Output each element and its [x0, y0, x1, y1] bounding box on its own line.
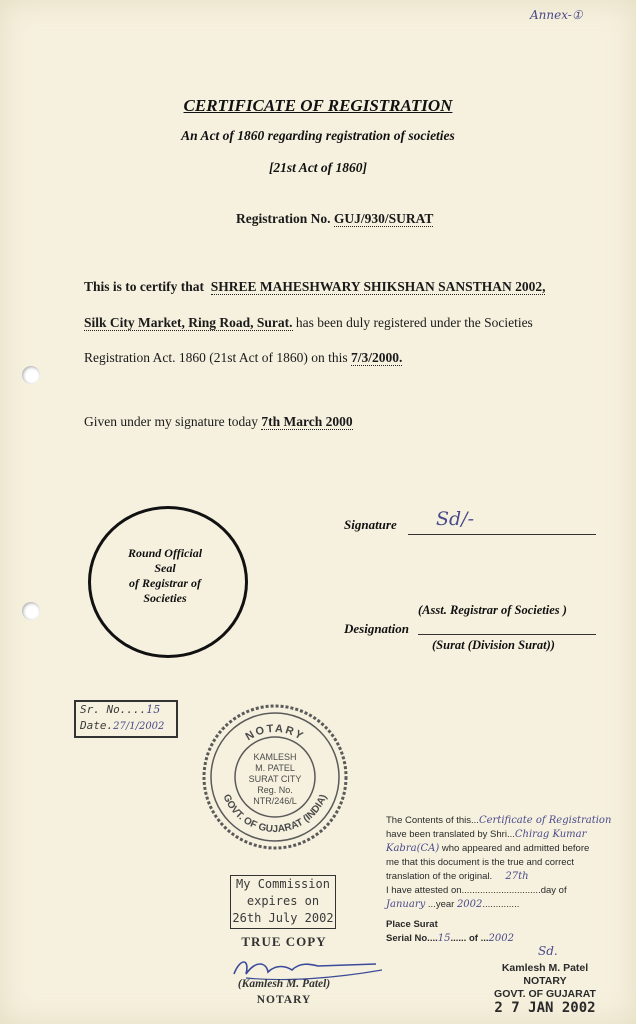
translation-sd: Sd. — [538, 944, 558, 958]
body-line-3 — [84, 350, 402, 366]
translation-l6-prefix: I have attested on — [386, 885, 462, 896]
signature-line — [408, 534, 596, 535]
registration-number: GUJ/930/SURAT — [333, 211, 434, 226]
given-line — [84, 414, 353, 430]
certify-prefix: This is to certify that — [84, 279, 204, 294]
seal-text — [100, 546, 230, 606]
serial-value: 15 — [437, 933, 451, 944]
seal-line-2: Seal — [154, 561, 176, 575]
attest-month: January — [386, 899, 426, 910]
registration-line — [236, 211, 433, 227]
serial-date-stamp — [74, 700, 178, 738]
notary-stamp-l3: SURAT CITY — [248, 774, 302, 784]
translation-place: Place Surat — [386, 919, 438, 930]
page-title: CERTIFICATE OF REGISTRATION — [183, 96, 453, 115]
translation-l2-prefix: have been translated by Shri — [386, 829, 507, 840]
translation-notary-govt: GOVT. OF GUJARAT — [494, 988, 596, 1000]
commission-line-3: 26th July 2002 — [232, 911, 334, 925]
signature-value: Sd/- — [436, 508, 474, 530]
seal-line-1: Round Official — [127, 546, 203, 560]
translation-l3-suffix: who appeared and admitted before — [441, 843, 590, 854]
signature-label: Signature — [344, 517, 397, 532]
date-value: 27/1/2002 — [113, 721, 165, 732]
notary-stamp-l2: M. PATEL — [255, 763, 295, 773]
true-copy-role: NOTARY — [256, 994, 312, 1006]
notary-stamp-ring: GOVT. OF GUJARAT (INDIA) — [220, 792, 330, 836]
punch-hole-bottom — [22, 602, 40, 620]
translation-l1-prefix: The Contents of this — [386, 815, 472, 826]
serial-of: of — [468, 933, 478, 944]
date-label: Date. — [80, 719, 114, 732]
body-end-text: Registration Act. 1860 (21st Act of 1860) on this — [84, 350, 348, 365]
notary-round-stamp — [200, 702, 350, 852]
attest-year: 2002 — [456, 899, 483, 910]
notary-stamp-l1: KAMLESH — [253, 752, 297, 762]
commission-stamp — [230, 875, 336, 929]
notary-stamp-top: NOTARY — [243, 722, 307, 744]
designation-label: Designation — [344, 621, 410, 636]
svg-text:NOTARY — [244, 723, 307, 743]
society-name: SHREE MAHESHWARY SHIKSHAN SANSTHAN 2002, — [210, 279, 546, 294]
translation-year-label: year — [435, 899, 455, 910]
translation-notary-block — [470, 962, 620, 1001]
designation-line-1: (Asst. Registrar of Societies ) — [418, 603, 567, 617]
body-mid-text: has been duly registered under the Societies — [295, 315, 533, 330]
sr-value: 15 — [146, 703, 161, 716]
designation-line — [418, 634, 596, 635]
annex-note: Annex-① — [530, 8, 583, 22]
commission-line-2: expires on — [246, 894, 320, 908]
designation-line-2: (Surat (Division Surat)) — [432, 638, 555, 652]
act-line: [21st Act of 1860] — [268, 160, 368, 175]
given-prefix: Given under my signature today — [84, 414, 258, 429]
translator-name: Chirag Kumar — [514, 829, 587, 840]
notary-stamp-l5: NTR/246/L — [253, 796, 297, 806]
serial-year: 2002 — [488, 933, 514, 944]
punch-hole-top — [22, 366, 40, 384]
body-line-1 — [84, 279, 545, 295]
notary-stamp-l4: Reg. No. — [257, 785, 293, 795]
subtitle: An Act of 1860 regarding registration of societies — [181, 128, 455, 143]
registration-label: Registration No. — [236, 211, 331, 226]
translation-notary-name: Kamlesh M. Patel — [501, 962, 589, 974]
given-date: 7th March 2000 — [261, 414, 353, 429]
commission-line-1: My Commission — [236, 877, 330, 891]
serial-label: Serial No. — [386, 933, 430, 944]
true-copy-name: (Kamlesh M. Patel) — [237, 978, 331, 990]
society-address: Silk City Market, Ring Road, Surat. — [84, 315, 293, 330]
body-line-2 — [84, 315, 604, 331]
registration-date: 7/3/2000. — [350, 350, 403, 365]
seal-line-3: of Registrar of — [129, 576, 201, 590]
translation-attestation: The Contents of this...Certificate of Registration have been translated by Shri...Chirag Kumar Kabra(CA) who appeared and admitted before me that this document is the true and correct translation of the original. 27th I have attested on..............................day of January ...year 2002.............. Place Surat Serial No....15...... of ...2002 — [386, 814, 626, 946]
translation-l5: translation of the original. — [386, 871, 493, 882]
sr-label: Sr. No.... — [80, 703, 147, 716]
seal-line-4: Societies — [143, 591, 187, 605]
translation-document-name: Certificate of Registration — [478, 815, 612, 826]
translation-l6-suffix: day of — [540, 885, 567, 896]
true-copy-label: TRUE COPY — [241, 934, 327, 949]
translation-notary-role: NOTARY — [523, 975, 567, 987]
attest-day: 27th — [505, 871, 529, 882]
date-stamp: 2 7 JAN 2002 — [494, 1000, 596, 1016]
translation-l4: me that this document is the true and correct — [386, 857, 574, 868]
translator-suffix: Kabra(CA) — [386, 843, 440, 854]
